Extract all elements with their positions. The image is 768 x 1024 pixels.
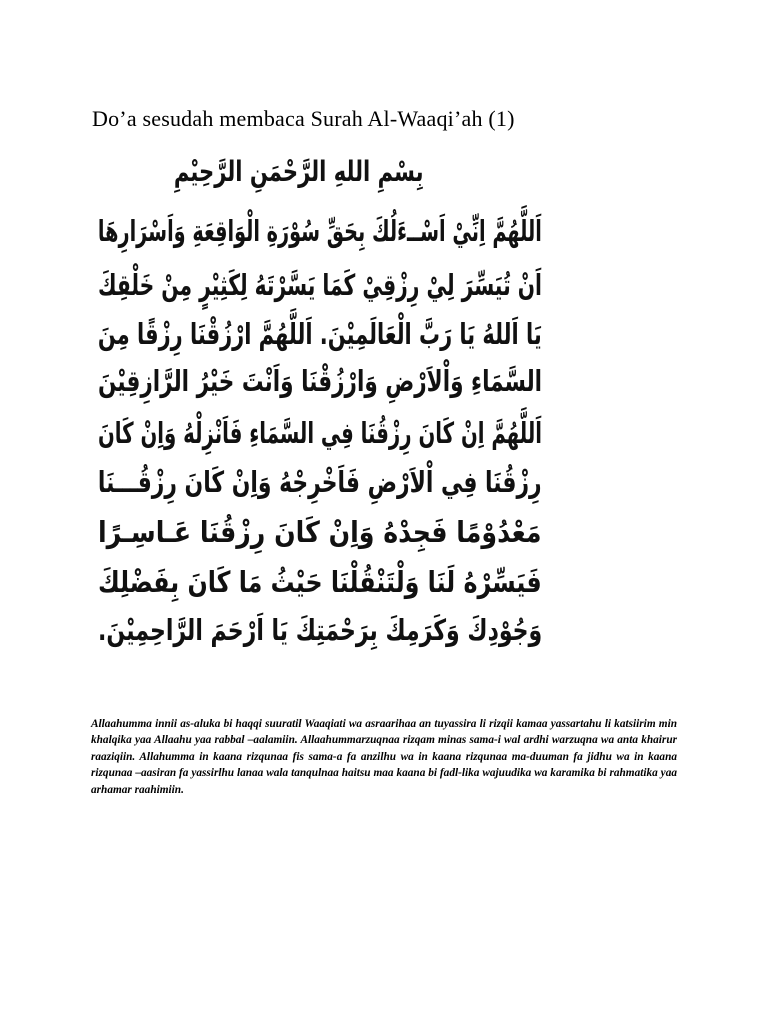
transliteration-paragraph: Allaahumma innii as-aluka bi haqqi suuratil Waaqiati wa asraarihaa an tuyassira li rizqii kamaa yassartahu li katsiirim min khalqika yaa Allaahu yaa rabbal –aalamiin. Allaahummarzuqnaa rizqam minas sama-i wal ardhi warzuqna wa anta khairur raaziqiin. Allahumma in kaana rizqunaa fis sama-a fa anzilhu wa in kaana rizqunaa ma-duuman fa jidhu wa in kaana rizqunaa –aasiran fa yassirlhu lanaa wala tanqulnaa haitsu maa kaana bi fadl-lika wajuudika wa karamika bi rahmatika yaa arhamar raahimiin. — [91, 718, 677, 796]
arabic-line-8: فَيَسِّرْهُ لَنَا وَلْتَنْقُلْنَا حَيْثُ مَا كَانَ بِفَضْلِكَ — [98, 565, 542, 599]
arabic-line-3: يَا اَللهُ يَا رَبَّ الْعَالَمِيْنَ. اَللَّهُمَّ ارْزُقْنَا رِزْقًا مِنَ — [98, 317, 542, 351]
arabic-line-7: مَعْدُوْمًا فَجِدْهُ وَاِنْ كَانَ رِزْقُنَا عَـاسِـرًا — [98, 515, 542, 549]
arabic-prayer-text — [86, 140, 554, 660]
arabic-line-9: وَجُوْدِكَ وَكَرَمِكَ بِرَحْمَتِكَ يَا اَرْحَمَ الرَّاحِمِيْنَ. — [97, 613, 542, 647]
arabic-line-5: اَللَّهُمَّ اِنْ كَانَ رِزْقُنَا فِي السَّمَاءِ فَاَنْزِلْهُ وَاِنْ كَانَ — [98, 416, 542, 450]
basmalah: بِسْمِ اللهِ الرَّحْمَنِ الرَّحِيْمِ — [174, 155, 424, 188]
arabic-line-4: السَّمَاءِ وَاْلاَرْضِ وَارْزُقْنَا وَاَنْتَ خَيْرُ الرَّازِقِيْنَ — [97, 364, 542, 398]
page-title: Do’a sesudah membaca Surah Al-Waaqi’ah (1) — [92, 105, 515, 131]
arabic-line-2: اَنْ تُيَسِّرَ لِيْ رِزْقِيْ كَمَا يَسَّرْتَهُ لِكَثِيْرٍ مِنْ خَلْقِكَ — [98, 268, 542, 302]
arabic-line-6: رِزْقُنَا فِي اْلاَرْضِ فَاَخْرِجْهُ وَاِنْ كَانَ رِزْقُـــنَا — [98, 465, 542, 499]
arabic-line-1: اَللَّهُمَّ اِنِّيْ اَسْــءَلُكَ بِحَقِّ سُوْرَةِ الْوَاقِعَةِ وَاَسْرَارِهَا — [98, 214, 542, 248]
